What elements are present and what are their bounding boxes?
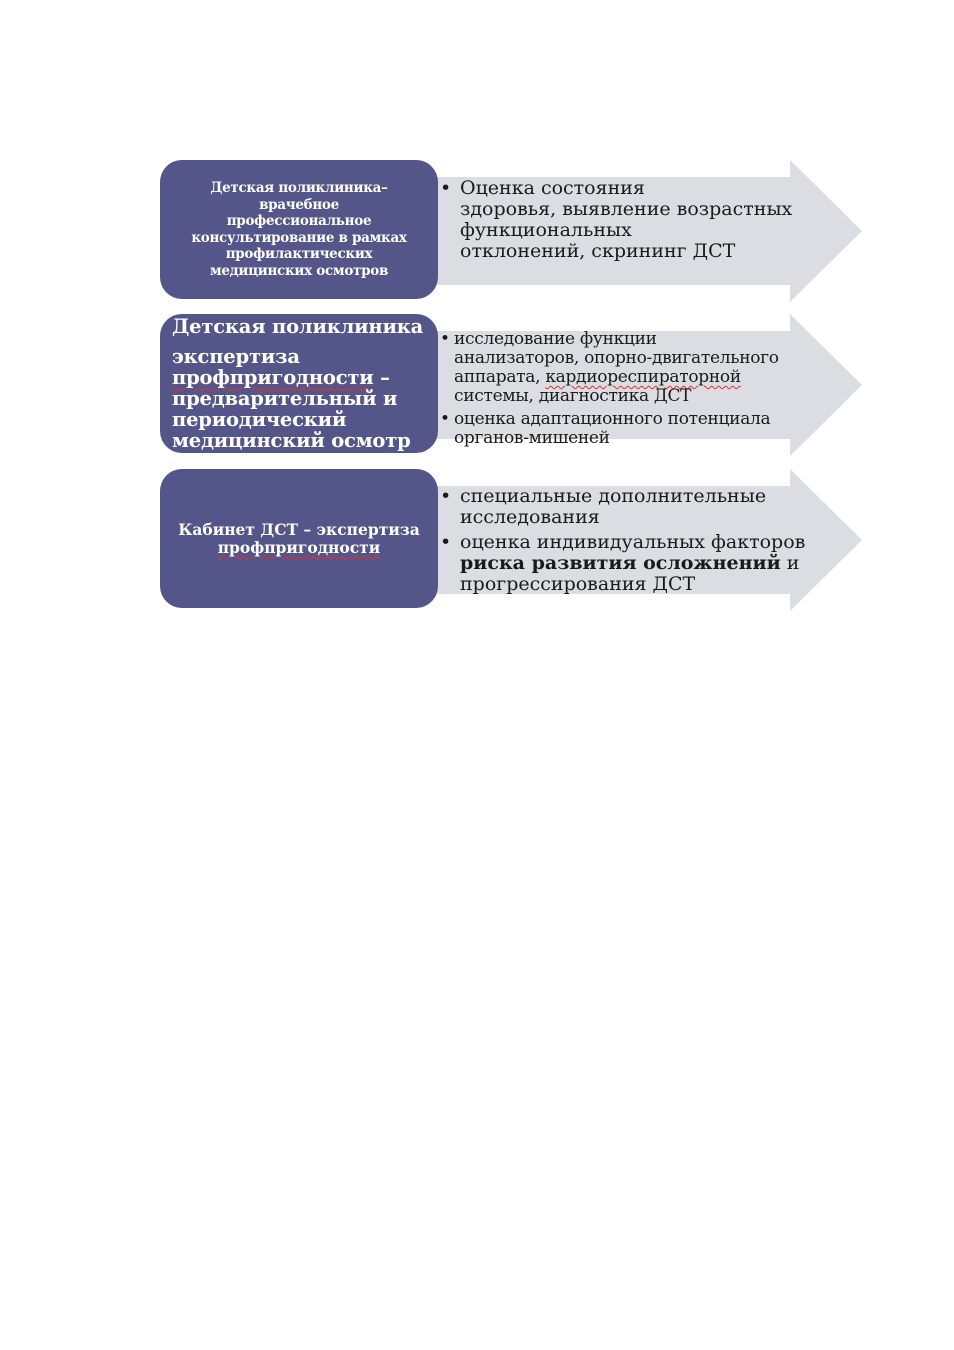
bullet-icon: • xyxy=(440,409,450,429)
bullet-text: отклонений, скрининг ДСТ xyxy=(460,240,736,262)
step-box-3-line: Кабинет ДСТ – экспертиза xyxy=(178,519,420,539)
bullet-text: оценка адаптационного потенциала xyxy=(454,409,771,429)
step-box-3 xyxy=(160,469,438,608)
step-box-3-text xyxy=(178,521,420,557)
bullet-icon: • xyxy=(440,485,452,507)
bullet-text: анализаторов, опорно-двигательного xyxy=(454,348,779,368)
step-box-2-line: медицинский осмотр xyxy=(172,429,411,452)
step-box-1-line: профилактических xyxy=(225,246,373,262)
arrow-3-bullet-item xyxy=(440,486,820,528)
bullet-text: прогрессирования ДСТ xyxy=(460,573,696,595)
bullet-text: системы, диагностика ДСТ xyxy=(454,386,692,406)
step-box-2-line: экспертиза xyxy=(172,345,300,368)
bullet-text: Оценка состояния xyxy=(460,177,645,199)
flow-row-3 xyxy=(0,469,954,611)
bullet-icon: • xyxy=(440,177,452,199)
arrow-3-bullet-list xyxy=(440,486,820,595)
bullet-text: и xyxy=(780,552,800,574)
step-box-1 xyxy=(160,160,438,299)
arrow-1-bullet-list xyxy=(440,178,820,262)
step-box-1-line: профессиональное xyxy=(226,213,372,229)
bullet-text: функциональных xyxy=(460,219,632,241)
step-box-2-line: периодический xyxy=(172,408,347,431)
arrow-3-bullet-item xyxy=(440,532,820,595)
step-box-2-line xyxy=(172,367,426,388)
bullet-bold-text: риска развития осложнений xyxy=(460,552,781,574)
step-box-2-underlined: профпригодности xyxy=(172,366,374,389)
arrow-1-bullet-item xyxy=(440,178,820,262)
flow-row-2 xyxy=(0,314,954,456)
step-box-2-title: Детская поликлиника xyxy=(172,315,424,338)
step-box-1-line: медицинских осмотров xyxy=(209,262,389,279)
step-box-2 xyxy=(160,314,438,453)
arrow-2-bullet-list xyxy=(440,330,810,448)
step-box-3-underlined: профпригодности xyxy=(217,537,381,557)
bullet-text: специальные дополнительные xyxy=(460,485,767,507)
bullet-icon: • xyxy=(440,329,450,349)
step-box-1-line: Детская поликлиника– xyxy=(210,180,388,196)
step-box-2-dash: – xyxy=(373,366,390,389)
bullet-icon: • xyxy=(440,531,452,553)
flow-row-1 xyxy=(0,160,954,302)
step-box-1-line: врачебное xyxy=(259,196,339,213)
bullet-text: здоровья, выявление возрастных xyxy=(460,198,793,220)
bullet-text: оценка индивидуальных факторов xyxy=(460,531,806,553)
step-box-1-text xyxy=(191,180,406,279)
arrow-2-bullet-item xyxy=(440,330,810,406)
arrow-2-bullet-item xyxy=(440,410,810,448)
bullet-text: исследования xyxy=(460,506,600,528)
bullet-text: исследование функции xyxy=(454,329,657,349)
step-box-2-line: предварительный и xyxy=(172,387,398,410)
bullet-text: органов-мишеней xyxy=(454,428,610,448)
step-box-1-line: консультирование в рамках xyxy=(191,229,407,246)
bullet-text: аппарата, xyxy=(454,367,546,387)
bullet-underlined-text: кардиореспираторной xyxy=(545,367,741,387)
